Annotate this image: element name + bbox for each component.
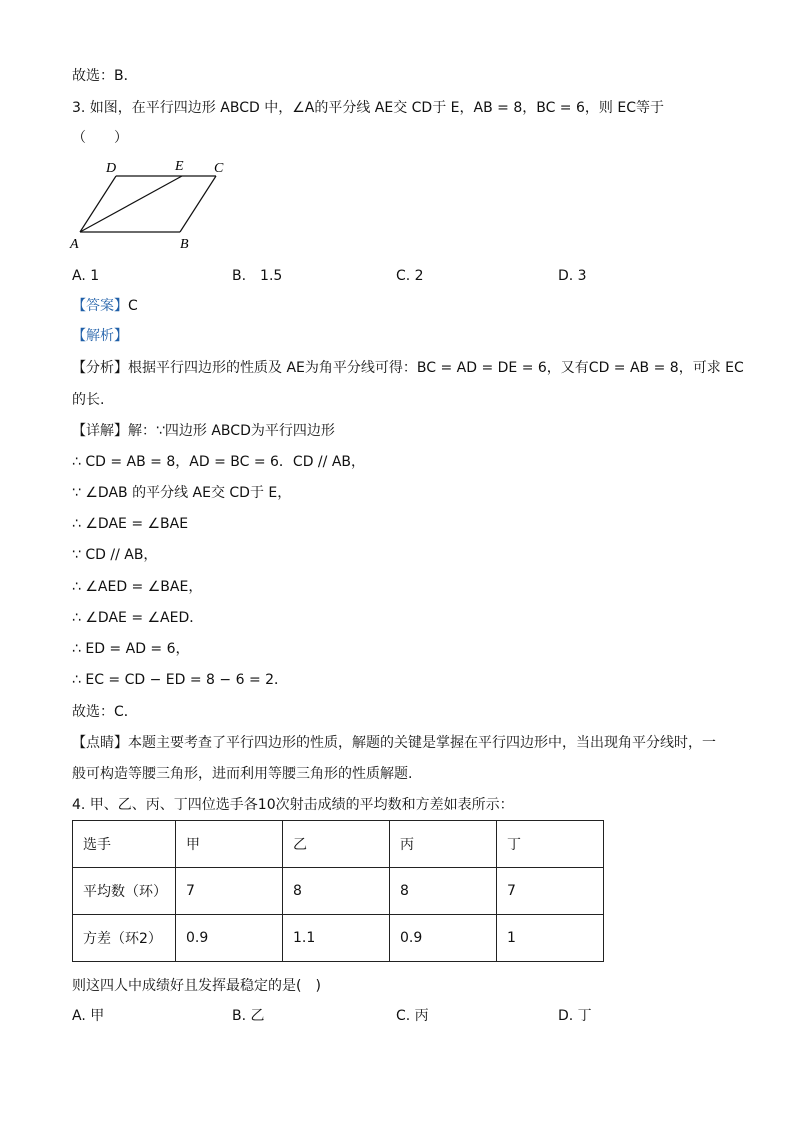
table-cell: 0.9 [390,915,497,962]
score-table [72,820,604,962]
label-d: D [106,161,117,176]
table-cell: 平均数（环） [73,868,176,915]
q3-stem-line2: （ ） [72,130,128,146]
table-cell: 7 [176,868,283,915]
analysis-tag: 【解析】 [72,328,128,344]
detail-step-1: 解：∵四边形 ABCD为平行四边形 [128,423,335,439]
q3-analysis-tag [72,326,128,346]
q3-dianjing-line2: 般可构造等腰三角形，进而利用等腰三角形的性质解题. [72,766,413,782]
table-header-row [73,821,604,868]
dianjing-text-1: 本题主要考查了平行四边形的性质，解题的关键是掌握在平行四边形中，当出现角平分线时，一 [128,735,716,751]
table-row [73,868,604,915]
table-cell: 方差（环2） [73,915,176,962]
label-b: B [180,237,189,252]
q4-option-c: C. 丙 [396,1008,429,1024]
detail-step-5: ∵ CD // AB， [72,547,158,563]
table-cell: 8 [283,868,390,915]
detail-step-2: ∴ CD = AB = 8，AD = BC = 6．CD // AB， [72,454,365,470]
table-cell: 8 [390,868,497,915]
table-cell: 1.1 [283,915,390,962]
q3-fenxi-line2: 的长. [72,392,105,408]
edge-bc [180,176,216,232]
q4-stem: 4. 甲、乙、丙、丁四位选手各10次射击成绩的平均数和方差如表所示： [72,797,514,813]
q3-detail-line1 [72,421,335,441]
detail-tag: 【详解】 [72,423,128,439]
table-header-cell: 丁 [497,821,604,868]
q3-option-a: A. 1 [72,268,100,284]
detail-step-3: ∵ ∠DAB 的平分线 AE交 CD于 E， [72,485,292,501]
dianjing-tag: 【点睛】 [72,735,128,751]
label-a: A [70,237,79,252]
table-header-cell: 乙 [283,821,390,868]
detail-step-9: ∴ EC = CD − ED = 8 − 6 = 2． [72,672,289,688]
q4-option-b: B. 乙 [232,1008,265,1024]
answer-tag: 【答案】 [72,298,128,314]
fenxi-text: 根据平行四边形的性质及 AE为角平分线可得：BC = AD = DE = 6，又有CD = AB = 8，可求 EC [128,360,744,376]
fenxi-tag: 【分析】 [72,360,128,376]
detail-step-6: ∴ ∠AED = ∠BAE， [72,579,203,595]
table-header-cell: 甲 [176,821,283,868]
table-row [73,915,604,962]
q4-question: 则这四人中成绩好且发挥最稳定的是( ) [72,978,321,994]
prev-conclusion: 故选：B． [72,68,138,84]
detail-step-4: ∴ ∠DAE = ∠BAE [72,516,189,532]
q3-fenxi-line1 [72,358,744,378]
q3-conclusion: 故选：C． [72,704,138,720]
parallelogram-figure [64,152,244,258]
q3-answer-line [72,296,138,316]
answer-value: C [128,298,138,314]
bisector-ae [80,176,182,232]
table-header-cell: 丙 [390,821,497,868]
edge-da [80,176,116,232]
q3-option-c: C. 2 [396,268,424,284]
table-cell: 7 [497,868,604,915]
table-cell: 1 [497,915,604,962]
q3-option-b: B. 1.5 [232,268,283,284]
label-c: C [214,161,224,176]
detail-step-7: ∴ ∠DAE = ∠AED． [72,610,204,626]
table-cell: 0.9 [176,915,283,962]
q3-option-d: D. 3 [558,268,587,284]
q3-dianjing-line1 [72,733,716,753]
table-header-cell: 选手 [73,821,176,868]
detail-step-8: ∴ ED = AD = 6， [72,641,190,657]
q4-option-d: D. 丁 [558,1008,592,1024]
label-e: E [175,159,184,174]
q3-stem-line1: 3. 如图，在平行四边形 ABCD 中，∠A的平分线 AE交 CD于 E，AB = 8，BC = 6，则 EC等于 [72,100,664,116]
q4-option-a: A. 甲 [72,1008,105,1024]
